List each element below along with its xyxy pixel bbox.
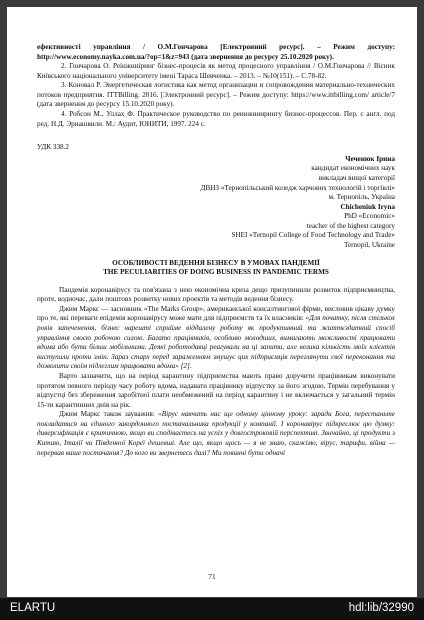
reference-item (37, 43, 395, 62)
reference-text: 4. Робсон М., Уллах Ф. Практическое руководство по реинжинирингу бизнес-процессов. Пер. с англ. под ред. Н.Д. Эриашвили. М.: Аудит, ЮНИТИ, 1997. 224 с. (37, 110, 395, 128)
paragraph-text: Варто зазначити, що на період карантину підприємства мають право доручити працівникам виконувати протягом певного періоду часу роботу вдома, надавати працівнику відпустку за його згодою. Термін перебування у відпустці без збереження заробітної плати необмежений на період карантину і не включається у загальний термін 15-ти карантинних днів на рік. (37, 371, 395, 409)
paragraph-text: Джим Маркс — засновник «The Marks Group», американської консалтингової фірми, висловив цікаву думку про те, які переваги епідемія коронавірусу може мати для підприємств та їх власників: (37, 304, 395, 323)
author-block-ua (37, 155, 395, 203)
reference-item (37, 81, 395, 110)
paragraph-text: Джим Маркс також зауважив: (59, 410, 159, 419)
title-en: THE PECULIARITIES OF DOING BUSINESS IN PANDEMIC TERMS (103, 268, 329, 277)
reference-item (37, 110, 395, 129)
author-block-en (37, 203, 395, 251)
footer-bar (0, 598, 424, 620)
author-name-en: Chicheniuk Iryna (340, 202, 395, 211)
udc-code: УДК 338.2 (37, 143, 70, 152)
page-number: 71 (208, 572, 216, 581)
reference-text: 2. Гончарова О. Реінжиніринг бізнес-процесів як метод процесного управління / О.М.Гончарова // Вісник Київського національного університету імені Тараса Шевченка. – 2013. – №10(151). – С.78-82. (37, 62, 395, 80)
body-paragraph (37, 372, 395, 410)
reference-text: ефективності управління / О.М.Гончарова [Електронний ресурс]. – Режим доступу: http://www.economy.nayka.com.ua/?op=1&z=943 (дата звернення до ресурсу 25.10.2020 року). (37, 43, 395, 61)
article-title (37, 259, 395, 278)
author-position-en: teacher of the highest category (306, 221, 395, 230)
author-degree-ua: кандидат економічних наук (311, 164, 395, 173)
reference-text: 3. Коновал Р. Энергетическая логистика как метод организации и сопровождения материально-технических потоков предприятия. ITTBilling. 2016. [Электронний ресурс]. – Режим доступу: https://www.ittbilling.com/ article/7 (дата звернення до ресурсу 15.10.2020 року). (37, 81, 395, 109)
body-paragraph (37, 410, 395, 458)
title-ua: ОСОБЛИВОСТІ ВЕДЕННЯ БІЗНЕСУ В УМОВАХ ПАНДЕМІЇ (112, 258, 320, 267)
author-city-ua: м. Тернопіль, Україна (328, 193, 395, 202)
quote-text: «Для початку, після стількох років запеченення, бізнес нарешті сприйме віддалену роботу як продуктивний та життєздатний спосіб управління своєю робочою силою. Багато працівників, особливо молодших, вимагають можливості працювати вдома або бути більш мобільними. Деякі роботодавці реагували на ці запити, але велика кількість моїх клієнтів виступили проти змін. Зараз старх перед зараженням змушує цих підприємців переглянути свої переконання та дозволити своїм підлеглим працювати вдома» [2]. (37, 314, 395, 371)
author-city-en: Ternopil, Ukraine (344, 240, 395, 249)
body-paragraph (37, 286, 395, 305)
article-body (37, 286, 395, 458)
quote-text: «Вірус навчить нас ще одному цінному уроку: заради Бога, перестаньте покладатися на єдиного закордонного постачальника продукції у компанії. І коронавірус підкреслює цю думку: диверсифікація є критичною, якщо ви сподіваєтесь на успіх у довгостроковій перспективі. Звичайно, ці продукти з Китаю, Італії чи Південної Кореї дешевші. Але що, якщо щось — я не знаю, скажімо, вірус, тарифи, війна — перервав ваше постачання? До кого ви звернетесь далі? Ми повинні бути одначі (37, 410, 395, 457)
author-institution-ua: ДВНЗ «Тернопільський коледж харчових технологій і торгівлі» (200, 183, 395, 192)
document-page (7, 7, 417, 597)
reference-list (37, 43, 395, 129)
author-degree-en: PhD «Economic» (344, 212, 395, 221)
author-institution-en: SHEI «Ternopil College of Food Technology and Trade» (231, 231, 395, 240)
author-position-ua: викладач вищої категорії (318, 173, 395, 182)
body-paragraph (37, 305, 395, 372)
reference-item (37, 62, 395, 81)
paragraph-text: Пандемія коронавірусу та пов'язана з нею економічна криза дещо призупинили розвиток підприємництва, проте, водночас, дали поштовх розвитку нових проектів та методів ведення бізнесу. (37, 285, 395, 304)
footer-handle-label: hdl:lib/32990 (348, 602, 414, 614)
author-name-ua: Чеченюк Ірина (345, 154, 395, 163)
footer-source-label: ELARTU (10, 602, 56, 614)
